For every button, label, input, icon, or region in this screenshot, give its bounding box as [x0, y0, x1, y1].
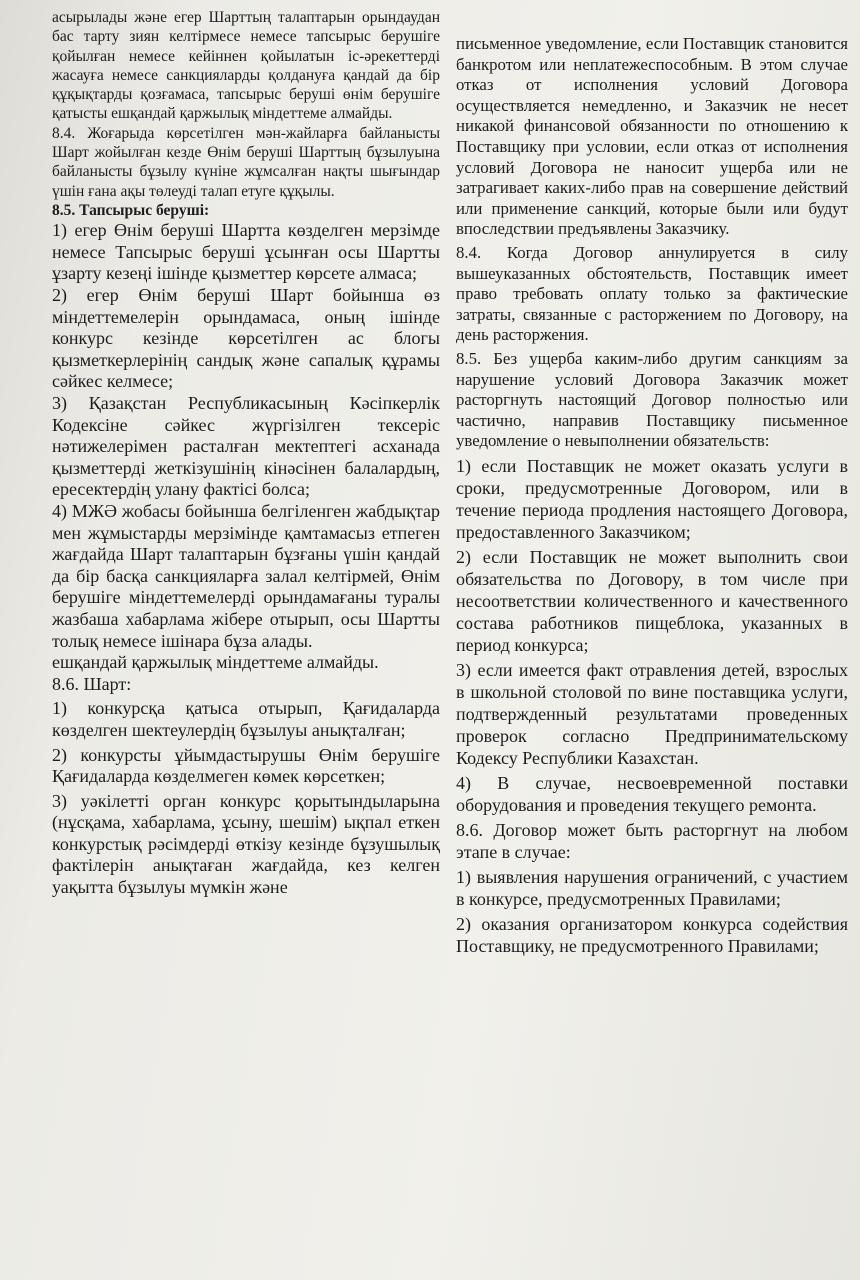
paragraph: письменное уведомление, если Поставщик становится банкротом или неплатежеспособным. В этом случае отказ от исполнения условий Договора осуществляется немедленно, и Заказчик не несет никакой финансовой обязанности по отношению к Поставщику при условии, если отказ от исполнения условий Договора не наносит ущерба или не затрагивает каких-либо прав на совершение действий или применение санкций, которые были или будут впоследствии предъявлены Заказчику. [456, 34, 848, 239]
list-item: 2) конкурсты ұйымдастырушы Өнім берушіге Қағидаларда көзделмеген көмек көрсеткен; [52, 744, 440, 787]
list-item: 4) В случае, несвоевременной поставки оборудования и проведения текущего ремонта. [456, 772, 848, 815]
list-item: 2) если Поставщик не может выполнить свои обязательства по Договору, в том числе при несоответствии количественного и качественного состава работников пищеблока, указанных в период конкурса; [456, 546, 848, 655]
list-item: 2) оказания организатором конкурса содействия Поставщику, не предусмотренного Правилами; [456, 913, 848, 956]
list-item: 4) МЖӘ жобасы бойынша белгіленген жабдықтар мен жұмыстарды мерзімінде қамтамасыз етпеген жағдайда Шарт талаптарын бұзғаны үшін қандай да бір басқа санкцияларға залал келтірмей, Өнім берушіге міндеттемелерді орындамағаны туралы жазбаша хабарлама жібере отырып, осы Шартты толық немесе ішінара бұза алады. [52, 500, 440, 651]
clause-8-6: 8.6. Договор может быть расторгнут на любом этапе в случае: [456, 819, 848, 862]
list-item: 1) выявления нарушения ограничений, с участием в конкурсе, предусмотренных Правилами; [456, 866, 848, 909]
clause-8-4: 8.4. Когда Договор аннулируется в силу вышеуказанных обстоятельств, Поставщик имеет право требовать оплату только за фактические затраты, связанные с расторжением по Договору, на день расторжения. [456, 242, 848, 345]
left-column-kazakh [52, 0, 440, 899]
list-item: 2) егер Өнім беруші Шарт бойынша өз міндеттемелерін орындамаса, оның ішінде конкурс кезінде көрсетілген ас блогы қызметкерлерінің сандық және сапалық құрамы сәйкес келмесе; [52, 285, 440, 392]
list-item: 1) если Поставщик не может оказать услуги в сроки, предусмотренные Договором, или в течение периода продления настоящего Договора, предоставленного Заказчиком; [456, 455, 848, 542]
clause-8-4: 8.4. Жоғарыда көрсетілген мән-жайларға байланысты Шарт жойылған кезде Өнім беруші Шарттың бұзылуына байланысты бұзылу күніне жұмсалған нақты шығындар үшін ғана ақы төлеуді талап етуге құқылы. [52, 124, 440, 200]
paragraph: ешқандай қаржылық міндеттеме алмайды. [52, 652, 379, 673]
list-item: 1) конкурсқа қатыса отырып, Қағидаларда көзделген шектеулердің бұзылуы анықталған; [52, 698, 440, 740]
clause-8-6-heading: 8.6. Шарт: [52, 673, 132, 694]
clause-8-5: 8.5. Без ущерба каким-либо другим санкциям за нарушение условий Договора Заказчик может расторгнуть настоящий Договор полностью или частично, направив Поставщику письменное уведомление о невыполнении обязательств: [456, 348, 848, 451]
list-item: 3) уәкілетті орган конкурс қорытындыларына (нұсқама, хабарлама, ұсыну, шешім) ықпал еткен конкурстық рәсімдерді өткізу кезінде бұзушылық фактілерін анықтаған жағдайда, кез келген уақытта бұзылуы мүмкін және [52, 790, 440, 898]
right-column-russian [456, 0, 848, 957]
paragraph: асырылады және егер Шарттың талаптарын орындаудан бас тарту зиян келтірмесе немесе тапсырыс берушіге қойылған немесе кейіннен қойылатын іс-әрекеттерді жасауға немесе санкцияларды қолдануға қандай да бір құқықтарды қозғамаса, тапсырыс беруші өнім берушіге қатысты ешқандай қаржылық міндеттеме алмайды. [52, 9, 440, 123]
list-item: 3) если имеется факт отравления детей, взрослых в школьной столовой по вине поставщика услуги, подтвержденный результатами проведенных проверок согласно Предпринимательскому Кодексу Республики Казахстан. [456, 659, 848, 768]
list-item: 1) егер Өнім беруші Шартта көзделген мерзімде немесе Тапсырыс беруші ұсынған осы Шартты ұзарту кезеңі ішінде қызметтер көрсете алмаса; [52, 220, 440, 284]
list-item: 3) Қазақстан Республикасының Кәсіпкерлік Кодексіне сәйкес жүргізілген тексеріс нәтижелерімен расталған мектептегі асханада қызметтерді жеткізушінің кінәсінен балалардың, ересектердің улану фактісі болса; [52, 393, 440, 500]
clause-8-5-heading: 8.5. Тапсырыс беруші: [52, 201, 210, 219]
